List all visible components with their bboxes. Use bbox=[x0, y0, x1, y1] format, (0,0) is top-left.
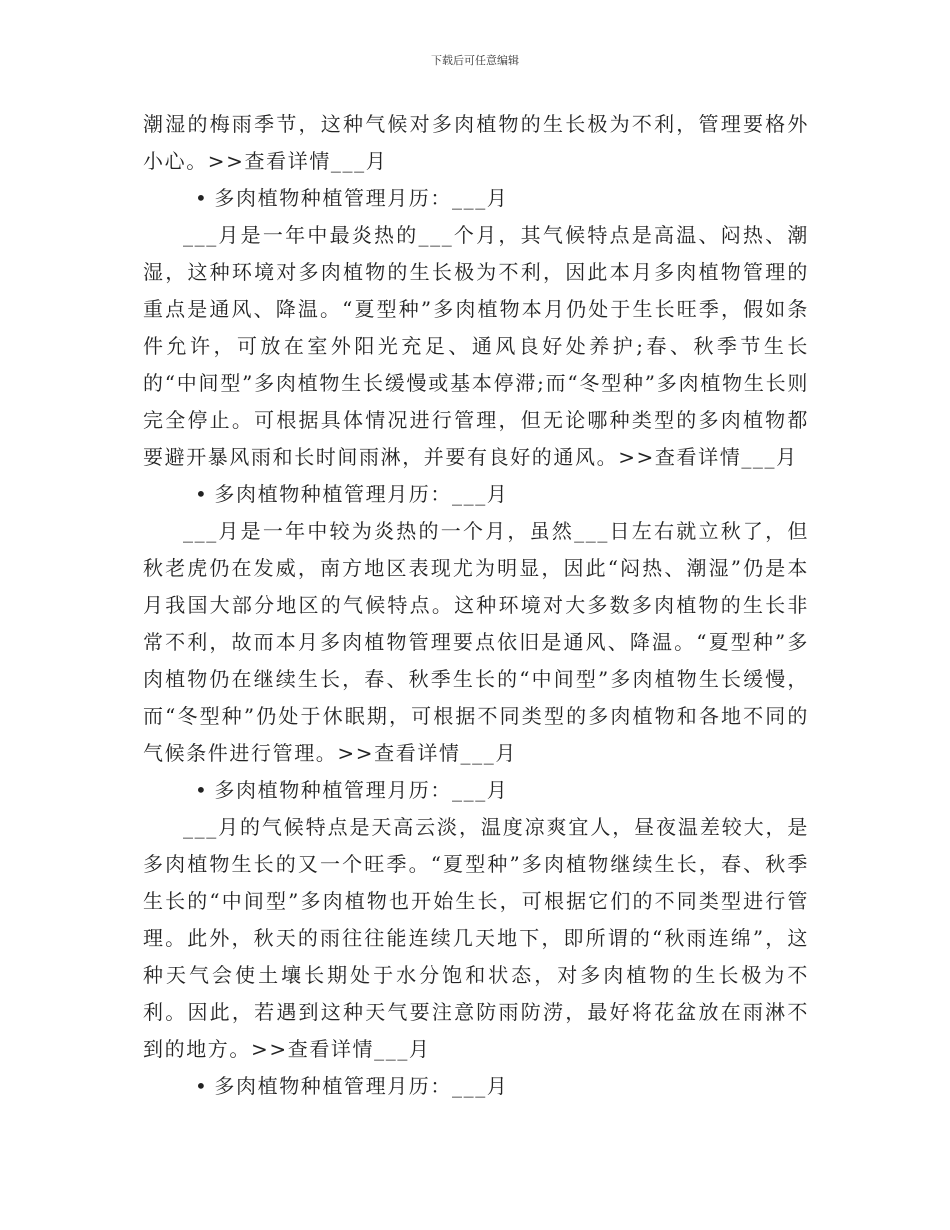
bullet-calendar-heading bbox=[143, 476, 809, 513]
document-body bbox=[143, 106, 809, 1105]
bullet-dot-icon: • bbox=[195, 778, 209, 802]
paragraph-rainy-season-end: 潮湿的梅雨季节，这种气候对多肉植物的生长极为不利，管理要格外小心。>>查看详情___月 bbox=[143, 112, 809, 173]
bullet-dot-icon: • bbox=[195, 1074, 209, 1098]
paragraph-autumn-growth: ___月的气候特点是天高云淡，温度凉爽宜人，昼夜温差较大，是多肉植物生长的又一个旺季。“夏型种”多肉植物继续生长，春、秋季生长的“中间型”多肉植物也开始生长，可根据它们的不同类型进行管理。此外，秋天的雨往往能连续几天地下，即所谓的“秋雨连绵”，这种天气会使土壤长期处于水分饱和状态，对多肉植物的生长极为不利。因此，若遇到这种天气要注意防雨防涝，最好将花盆放在雨淋不到的地方。>>查看详情___月 bbox=[143, 815, 809, 1061]
bullet-calendar-heading bbox=[143, 772, 809, 809]
bullet-calendar-heading bbox=[143, 1068, 809, 1105]
bullet-dot-icon: • bbox=[195, 482, 209, 506]
paragraph-hot-month-autumn: ___月是一年中较为炎热的一个月，虽然___日左右就立秋了，但秋老虎仍在发威，南方地区表现尤为明显，因此“闷热、潮湿”仍是本月我国大部分地区的气候特点。这种环境对大多数多肉植物的生长非常不利，故而本月多肉植物管理要点依旧是通风、降温。“夏型种”多肉植物仍在继续生长，春、秋季生长的“中间型”多肉植物生长缓慢，而“冬型种”仍处于休眠期，可根据不同类型的多肉植物和各地不同的气候条件进行管理。>>查看详情___月 bbox=[143, 519, 809, 765]
bullet-dot-icon: • bbox=[195, 186, 209, 210]
bullet-heading-text: 多肉植物种植管理月历：___月 bbox=[214, 1074, 509, 1098]
bullet-calendar-heading bbox=[143, 180, 809, 217]
bullet-heading-text: 多肉植物种植管理月历：___月 bbox=[214, 778, 509, 802]
paragraph-hottest-month: ___月是一年中最炎热的___个月，其气候特点是高温、闷热、潮湿，这种环境对多肉植物的生长极为不利，因此本月多肉植物管理的重点是通风、降温。“夏型种”多肉植物本月仍处于生长旺季，假如条件允许，可放在室外阳光充足、通风良好处养护;春、秋季节生长的“中间型”多肉植物生长缓慢或基本停滞;而“冬型种”多肉植物生长则完全停止。可根据具体情况进行管理，但无论哪种类型的多肉植物都要避开暴风雨和长时间雨淋，并要有良好的通风。>>查看详情___月 bbox=[143, 223, 809, 469]
bullet-heading-text: 多肉植物种植管理月历：___月 bbox=[214, 186, 509, 210]
bullet-heading-text: 多肉植物种植管理月历：___月 bbox=[214, 482, 509, 506]
page-header-note: 下载后可任意编辑 bbox=[431, 54, 519, 67]
